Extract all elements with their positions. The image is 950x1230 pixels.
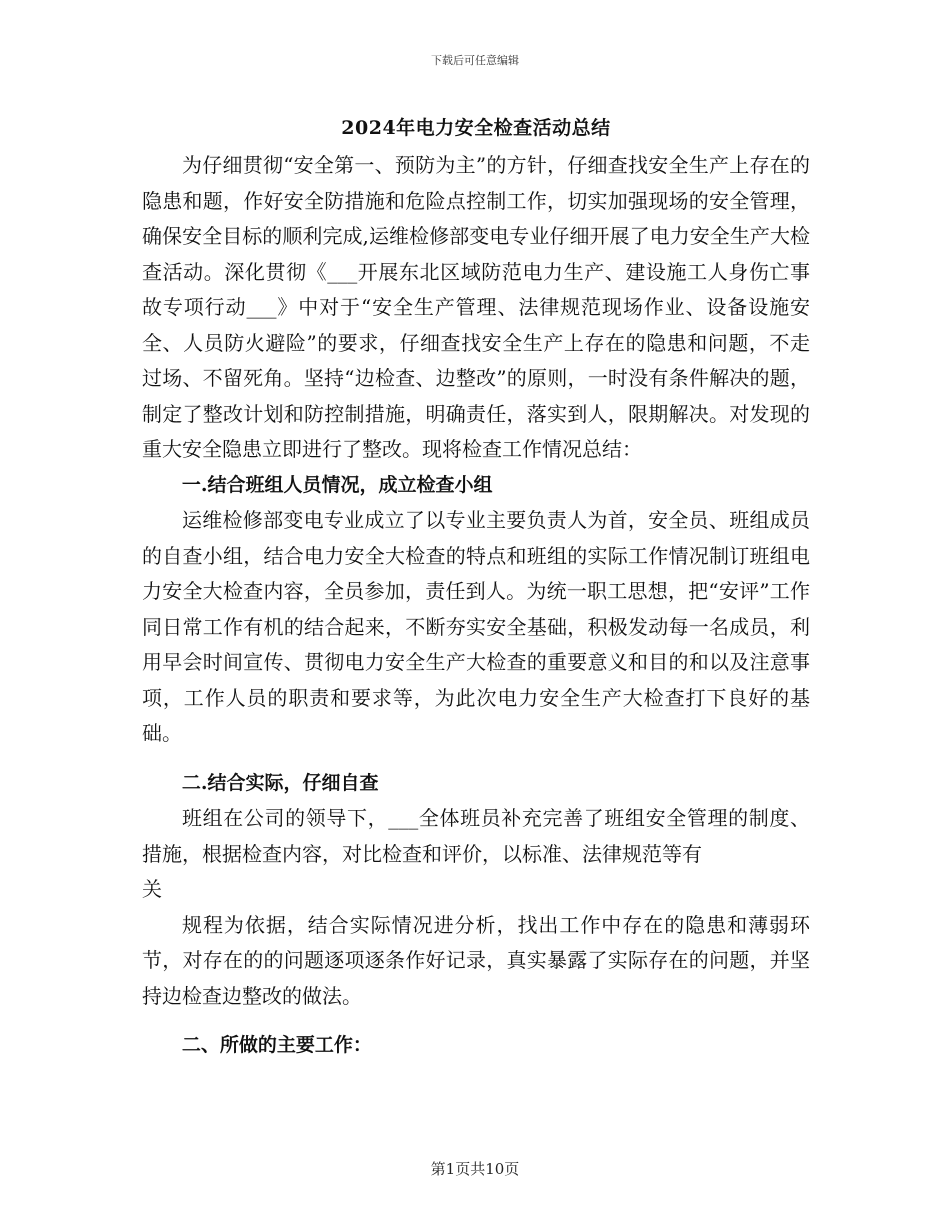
section-2-paragraph-2: 规程为依据，结合实际情况进分析，找出工作中存在的隐患和薄弱环节，对存在的的问题逐项逐条作好记录，真实暴露了实际存在的问题，并坚持边检查边整改的做法。 <box>142 912 810 1008</box>
section-2-paragraph-1: 班组在公司的领导下，___全体班员补充完善了班组安全管理的制度、措施，根据检查内容，对比检查和评价，以标准、法律规范等有 <box>142 806 810 866</box>
page-header-note: 下载后可任意编辑 <box>431 54 519 67</box>
section-2-heading: 二.结合实际，仔细自查 <box>181 771 379 794</box>
section-2-paragraph-1-tail: 关 <box>142 877 162 901</box>
document-title: 2024年电力安全检查活动总结 <box>341 117 611 139</box>
intro-paragraph: 为仔细贯彻“安全第一、预防为主”的方针，仔细查找安全生产上存在的隐患和题，作好安全防措施和危险点控制工作，切实加强现场的安全管理，确保安全目标的顺利完成,运维检修部变电专业仔细开展了电力安全生产大检查活动。深化贯彻《___开展东北区域防范电力生产、建设施工人身伤亡事故专项行动___》中对于“安全生产管理、法律规范现场作业、设备设施安全、人员防火避险”的要求，仔细查找安全生产上存在的隐患和问题，不走过场、不留死角。坚持“边检查、边整改”的原则，一时没有条件解决的题，制定了整改计划和防控制措施，明确责任，落实到人，限期解决。对发现的重大安全隐患立即进行了整改。现将检查工作情况总结： <box>142 153 810 461</box>
section-1-paragraph: 运维检修部变电专业成立了以专业主要负责人为首，安全员、班组成员的自查小组，结合电力安全大检查的特点和班组的实际工作情况制订班组电力安全大检查内容，全员参加，责任到人。为统一职工思想，把“安评”工作同日常工作有机的结合起来，不断夯实安全基础，积极发动每一名成员，利用早会时间宣传、贯彻电力安全生产大检查的重要意义和目的和以及注意事项，工作人员的职责和要求等，为此次电力安全生产大检查打下良好的基础。 <box>142 508 810 745</box>
document-body <box>142 108 810 1064</box>
section-3-heading: 二、所做的主要工作： <box>181 1034 372 1056</box>
section-1-heading: 一.结合班组人员情况，成立检查小组 <box>181 473 493 496</box>
page-number: 第1页共10页 <box>430 1160 520 1178</box>
